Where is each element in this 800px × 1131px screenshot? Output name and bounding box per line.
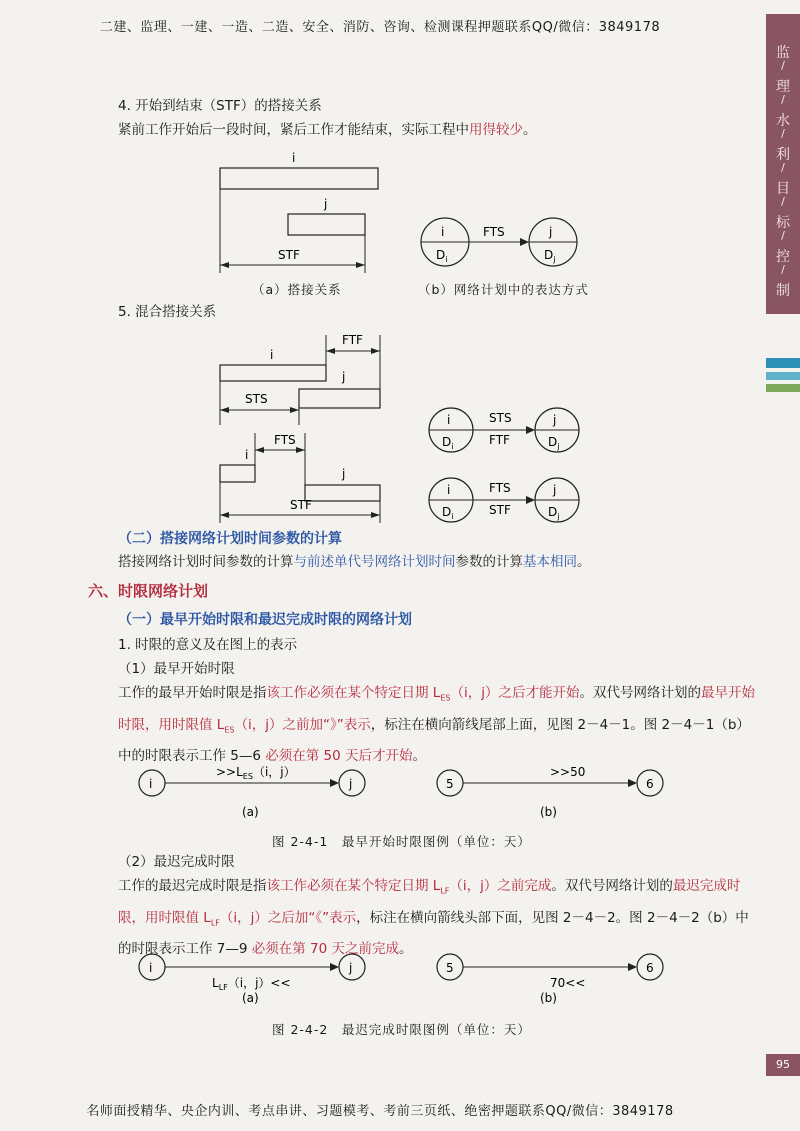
latest-paragraph xyxy=(118,873,758,963)
e-b-arrowhead xyxy=(628,779,637,787)
earliest-text-1: 工作的最早开始时限是指 xyxy=(118,685,267,701)
mix2-node-i-label: i xyxy=(447,483,451,497)
mix2-arrow-bottom-label: STF xyxy=(489,503,511,517)
earliest-text-3: ，标注在横向箭线尾部上面，见图 2－4－1。图 2－4－1（b）中的时限表示工作 5—6 xyxy=(118,716,750,765)
e-sub-b: (b) xyxy=(540,805,557,819)
mixed-figure xyxy=(200,325,620,530)
mix1-arrow-top-label: STS xyxy=(489,411,512,425)
latest-red-1: 该工作必须在某个特定日期 $L_{LF}(i$，j）之前完成 xyxy=(266,878,552,896)
stf-caption-a: （a）搭接关系 xyxy=(252,282,342,297)
stf-lag-arrow-right xyxy=(356,262,365,268)
side-tab-char: 制 xyxy=(776,283,790,299)
stripe-blue-2 xyxy=(766,372,800,380)
mix2-network-arrowhead xyxy=(526,496,535,504)
stf-heading: 4. 开始到结束（STF）的搭接关系 xyxy=(118,98,322,114)
l-sub-b: (b) xyxy=(540,991,557,1005)
stf-bar-j xyxy=(288,214,365,235)
sec2-text-c: 。 xyxy=(577,554,591,570)
section-2-title: （二）搭接网络计划时间参数的计算 xyxy=(118,531,342,547)
page-number: 95 xyxy=(766,1054,800,1076)
earliest-red-3: 必须在第 50 天后才开始 xyxy=(265,748,413,765)
mix1-node-j-duration: $D_j$ xyxy=(548,435,560,451)
mix1-ftf-label: FTF xyxy=(342,333,363,347)
side-tab-char: 控 xyxy=(776,249,790,265)
mix1-node-i-duration: $D_i$ xyxy=(442,435,454,451)
mix1-bar-j-label: j xyxy=(342,370,346,384)
l-a-node-to-label: j xyxy=(349,961,353,975)
mix2-stf-arrow-left xyxy=(220,512,229,518)
sub-1-title: （一）最早开始时限和最迟完成时限的网络计划 xyxy=(118,612,412,628)
mixed-heading: 5. 混合搭接关系 xyxy=(118,304,217,320)
stf-caption-b: （b）网络计划中的表达方式 xyxy=(418,282,589,297)
mix2-node-j-duration: $D_j$ xyxy=(548,505,560,521)
mix2-node-j-label: j xyxy=(553,483,557,497)
e-b-node-from-label: 5 xyxy=(446,777,454,791)
l-b-arrowhead xyxy=(628,963,637,971)
side-tab-char: 利 xyxy=(776,147,790,163)
e-a-arrowhead xyxy=(330,779,339,787)
latest-figure-caption: 图 2-4-2 最迟完成时限图例（单位：天） xyxy=(272,1022,531,1037)
l-a-label: $L_{LF}(i$，j）<< xyxy=(212,976,291,992)
side-tab-separator: / xyxy=(781,59,785,72)
e-a-label: $>>L_{ES}(i$，j） xyxy=(216,765,296,781)
mix1-network-arrowhead xyxy=(526,426,535,434)
stripe-green xyxy=(766,384,800,392)
earliest-text-2: 。双代号网络计划的 xyxy=(579,685,701,701)
latest-text-4: 。 xyxy=(399,941,413,958)
mix1-bar-j xyxy=(299,389,380,408)
mix2-fts-arrow-left xyxy=(255,447,264,453)
earliest-title: （1）最早开始时限 xyxy=(118,661,235,677)
sec2-text-b: 参数的计算 xyxy=(455,554,523,570)
mix2-bar-i-label: i xyxy=(245,448,249,462)
stf-lag-label: STF xyxy=(278,248,300,262)
latest-text-2: 。双代号网络计划的 xyxy=(551,878,673,894)
stf-figure xyxy=(200,148,620,298)
l-b-node-to-label: 6 xyxy=(646,961,654,975)
l-sub-a: (a) xyxy=(242,991,259,1005)
side-tab-separator: / xyxy=(781,195,785,208)
mix1-ftf-arrow-right xyxy=(371,348,380,354)
mix2-stf-label: STF xyxy=(290,498,312,512)
stf-description xyxy=(118,120,537,140)
e-sub-a: (a) xyxy=(242,805,259,819)
l-b-node-from-label: 5 xyxy=(446,961,454,975)
mix1-bar-i-label: i xyxy=(270,348,274,362)
chapter-side-tab xyxy=(766,14,800,314)
sec2-highlight-2: 基本相同 xyxy=(523,554,577,570)
side-tab-char: 目 xyxy=(776,181,790,197)
stf-bar-j-label: j xyxy=(324,197,328,211)
earliest-red-1: 该工作必须在某个特定日期 $L_{ES}(i$，j）之后才能开始 xyxy=(266,685,580,703)
mix1-sts-arrow-left xyxy=(220,407,229,413)
stripe-blue-1 xyxy=(766,358,800,368)
side-tab-char: 监 xyxy=(776,45,790,61)
e-a-node-from-label: i xyxy=(149,777,153,791)
mix2-bar-j xyxy=(305,485,380,501)
side-tab-char: 标 xyxy=(776,215,790,231)
page-header-banner: 二建、监理、一建、一造、二造、安全、消防、咨询、检测课程押题联系QQ/微信：3849178 xyxy=(99,20,661,35)
stf-desc-highlight: 用得较少 xyxy=(469,122,523,138)
side-tab-separator: / xyxy=(781,127,785,140)
mix1-arrow-bottom-label: FTF xyxy=(489,433,510,447)
earliest-text-4: 。 xyxy=(412,748,427,765)
stf-node-j-label: j xyxy=(549,225,553,239)
earliest-red-2: 最早开始时限，用时限值 $L_{ES}(i$，j）之前加“》”表示 xyxy=(118,685,755,735)
mix2-bar-j-label: j xyxy=(342,467,346,481)
mix1-node-i-label: i xyxy=(447,413,451,427)
mix1-sts-label: STS xyxy=(245,392,268,406)
earliest-paragraph xyxy=(118,680,758,770)
side-tab-char: 理 xyxy=(776,79,790,95)
stf-network-arrowhead xyxy=(520,238,529,246)
side-tab-separator: / xyxy=(781,161,785,174)
mix1-sts-arrow-right xyxy=(290,407,299,413)
l-b-label: 70<< xyxy=(550,976,586,990)
stf-node-i-label: i xyxy=(441,225,445,239)
chapter-6-title: 六、时限网络计划 xyxy=(88,582,209,600)
sec2-highlight-1: 与前述单代号网络计划时间 xyxy=(293,554,456,570)
section-2-paragraph xyxy=(118,552,591,572)
e-b-node-to-label: 6 xyxy=(646,777,654,791)
stf-network-arrow-label: FTS xyxy=(483,225,505,239)
mix2-fts-label: FTS xyxy=(274,433,296,447)
side-tab-separator: / xyxy=(781,229,785,242)
mix2-stf-arrow-right xyxy=(371,512,380,518)
stf-bar-i-label: i xyxy=(292,151,296,165)
page-footer-banner: 名师面授精华、央企内训、考点串讲、习题模考、考前三页纸、绝密押题联系QQ/微信：3849178 xyxy=(86,1104,674,1119)
stf-node-j-duration: $D_j$ xyxy=(544,248,556,264)
latest-red-2: 最迟完成时限，用时限值 $L_{LF}(i$，j）之后加“《”表示 xyxy=(118,878,741,928)
l-a-arrowhead xyxy=(330,963,339,971)
latest-text-3: ，标注在横向箭线头部下面，见图 2－4－2。图 2－4－2（b）中的时限表示工作 7—9 xyxy=(118,909,749,958)
mix1-ftf-arrow-left xyxy=(326,348,335,354)
stf-desc-text: 紧前工作开始后一段时间，紧后工作才能结束，实际工程中 xyxy=(118,122,469,138)
mix1-bar-i xyxy=(220,365,326,381)
mix1-node-j-label: j xyxy=(553,413,557,427)
e-a-node-to-label: j xyxy=(349,777,353,791)
mix2-node-i-duration: $D_i$ xyxy=(442,505,454,521)
mix2-arrow-top-label: FTS xyxy=(489,481,511,495)
latest-text-1: 工作的最迟完成时限是指 xyxy=(118,878,267,894)
sec2-text-a: 搭接网络计划时间参数的计算 xyxy=(118,554,294,570)
side-tab-char: 水 xyxy=(776,113,790,129)
side-tab-separator: / xyxy=(781,263,785,276)
stf-bar-i xyxy=(220,168,378,189)
latest-red-3: 必须在第 70 天之前完成 xyxy=(251,941,400,958)
item-1-title: 1. 时限的意义及在图上的表示 xyxy=(118,637,298,653)
latest-figure xyxy=(130,952,690,1012)
stf-lag-arrow-left xyxy=(220,262,229,268)
earliest-figure-caption: 图 2-4-1 最早开始时限图例（单位：天） xyxy=(272,834,531,849)
stf-desc-end: 。 xyxy=(523,122,537,138)
mix2-bar-i xyxy=(220,465,255,482)
e-b-label: >>50 xyxy=(550,765,586,779)
side-tab-separator: / xyxy=(781,93,785,106)
l-a-node-from-label: i xyxy=(149,961,153,975)
latest-title: （2）最迟完成时限 xyxy=(118,854,235,870)
mix2-fts-arrow-right xyxy=(296,447,305,453)
stf-node-i-duration: $D_i$ xyxy=(436,248,448,264)
